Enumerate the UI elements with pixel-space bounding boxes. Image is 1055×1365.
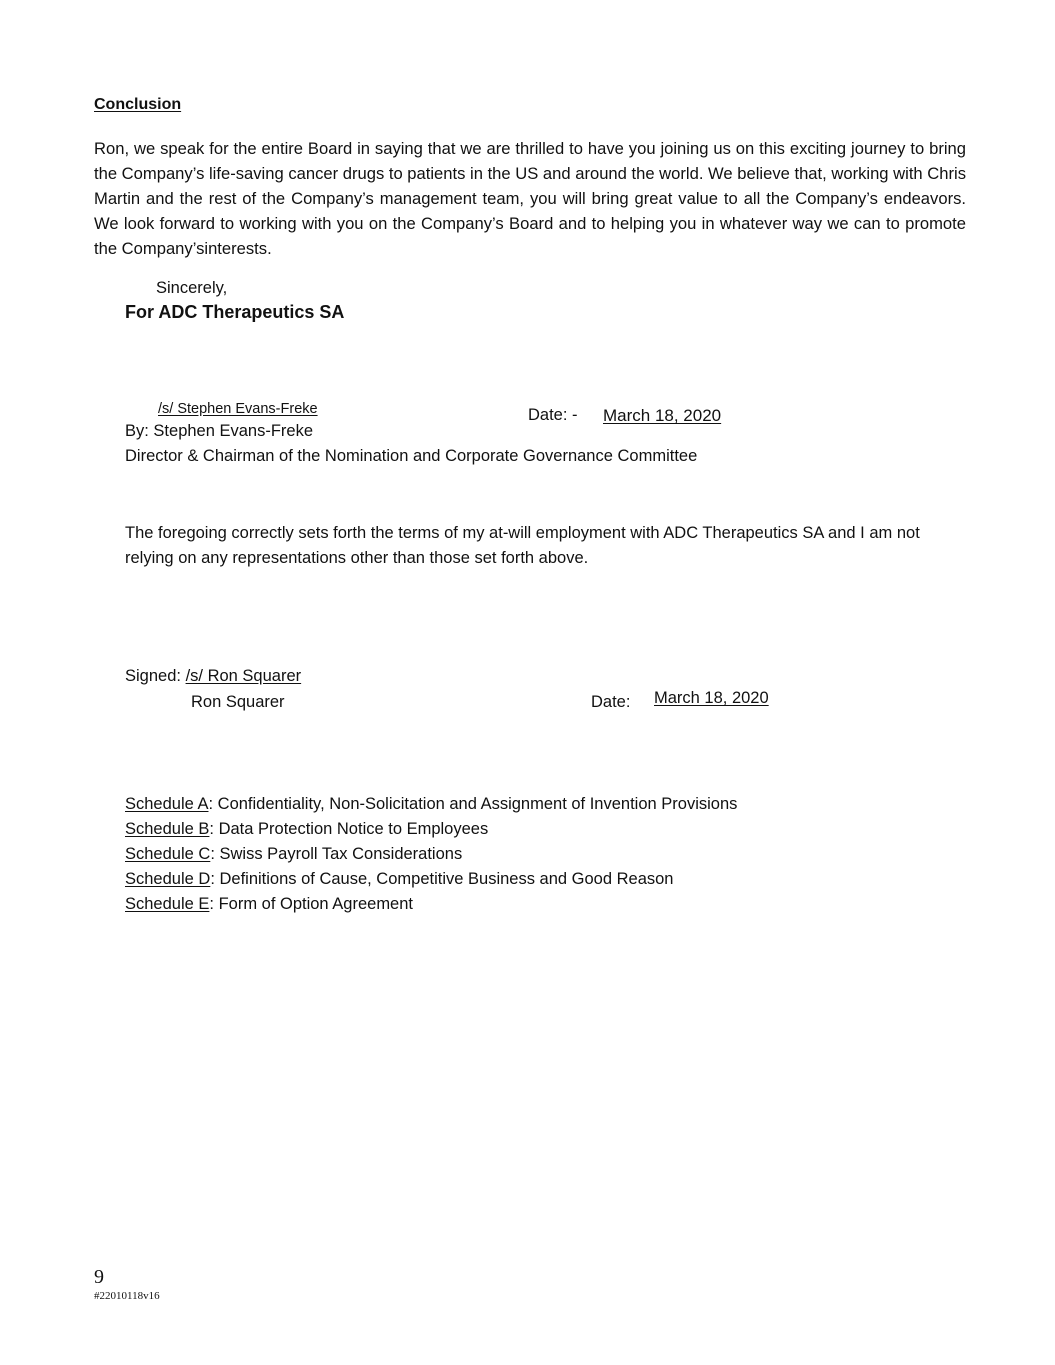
employee-signed-label: Signed: bbox=[125, 667, 181, 685]
schedule-item bbox=[125, 792, 737, 817]
schedule-label: Schedule A bbox=[125, 795, 209, 813]
employee-signature: /s/ Ron Squarer bbox=[185, 667, 302, 685]
employee-date: March 18, 2020 bbox=[654, 689, 769, 707]
schedule-item bbox=[125, 817, 737, 842]
signatory-date-label: Date: - bbox=[528, 406, 578, 424]
schedule-label: Schedule D bbox=[125, 870, 211, 888]
schedule-text: : Swiss Payroll Tax Considerations bbox=[210, 845, 463, 863]
employee-name: Ron Squarer bbox=[191, 693, 285, 711]
signatory-by-line: By: Stephen Evans-Freke bbox=[125, 422, 314, 440]
document-id: #22010118v16 bbox=[94, 1290, 160, 1302]
schedule-text: : Definitions of Cause, Competitive Business and Good Reason bbox=[210, 870, 674, 888]
schedule-text: : Form of Option Agreement bbox=[209, 895, 413, 913]
closing-salutation: Sincerely, bbox=[156, 279, 228, 297]
signatory-signature: /s/ Stephen Evans-Freke bbox=[158, 401, 318, 417]
schedule-list bbox=[125, 792, 737, 917]
signatory-date: March 18, 2020 bbox=[603, 406, 722, 425]
acknowledgment-paragraph: The foregoing correctly sets forth the terms of my at-will employment with ADC Therapeutics SA and I am not relying on any representations other than those set forth above. bbox=[125, 524, 920, 567]
section-heading: Conclusion bbox=[94, 96, 182, 113]
page-number: 9 bbox=[94, 1266, 104, 1288]
schedule-label: Schedule B bbox=[125, 820, 210, 838]
company-line: For ADC Therapeutics SA bbox=[125, 302, 345, 322]
conclusion-paragraph: Ron, we speak for the entire Board in saying that we are thrilled to have you joining us on this exciting journey to bring the Company’s life-saving cancer drugs to patients in the US and around the world. We believe that, working with Chris Martin and the rest of the Company’s management team, you will bring great value to all the Company’s endeavors. We look forward to working with you on the Company’s Board and to helping you in whatever way we can to promote the Company’sinterests. bbox=[94, 139, 966, 258]
schedule-item bbox=[125, 867, 737, 892]
schedule-item bbox=[125, 842, 737, 867]
employee-signed-line bbox=[125, 667, 301, 686]
signatory-title: Director & Chairman of the Nomination and Corporate Governance Committee bbox=[125, 447, 698, 465]
schedule-item bbox=[125, 892, 737, 917]
employee-date-label: Date: bbox=[591, 693, 631, 711]
schedule-text: : Data Protection Notice to Employees bbox=[209, 820, 489, 838]
schedule-label: Schedule C bbox=[125, 845, 211, 863]
schedule-text: : Confidentiality, Non-Solicitation and Assignment of Invention Provisions bbox=[208, 795, 738, 813]
schedule-label: Schedule E bbox=[125, 895, 210, 913]
